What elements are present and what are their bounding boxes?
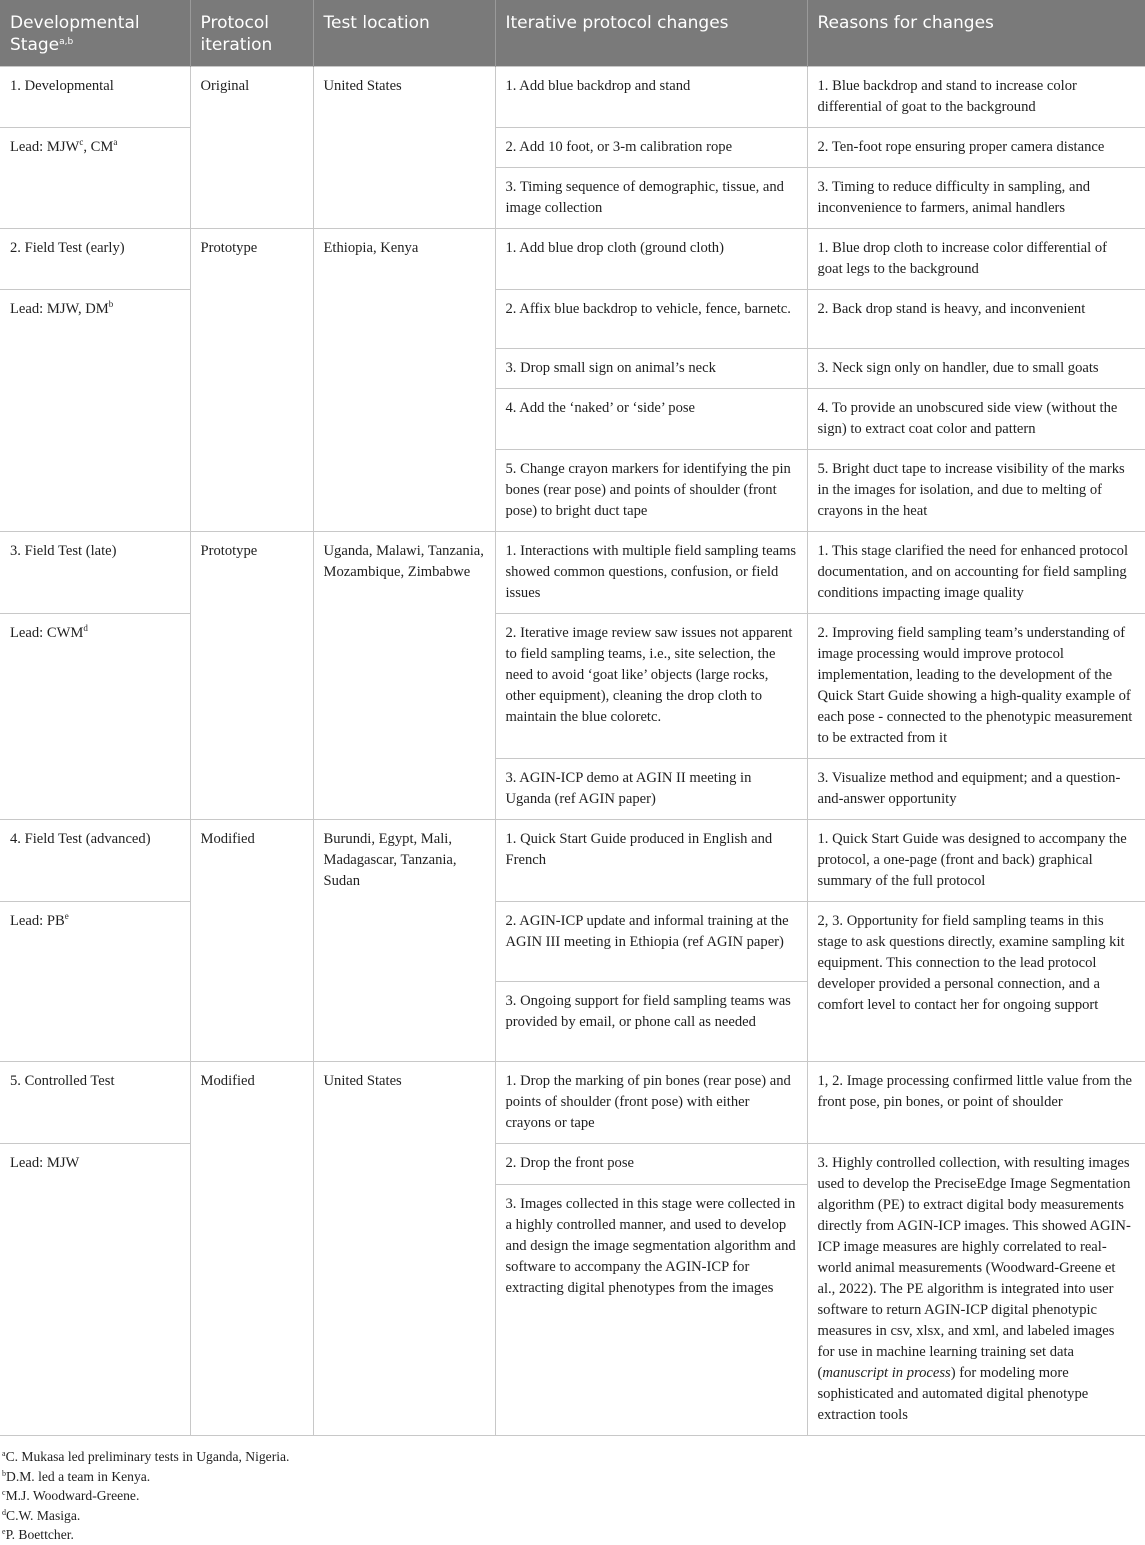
test-location: United States (313, 67, 495, 229)
header-developmental-stage: Developmental Stage$^{a,b}$ (0, 0, 190, 67)
table-row (0, 128, 1145, 168)
change-reason: 1. Blue drop cloth to increase color differential of goat legs to the background (807, 229, 1145, 290)
change-reason: 2. Improving field sampling team’s understanding of image processing would improve protocol implementation, leading to the development of the Quick Start Guide showing a high-quality example of each pose - connected to the phenotypic measurement to be extracted from it (807, 614, 1145, 759)
protocol-change: 3. Drop small sign on animal’s neck (495, 349, 807, 389)
header-row (0, 0, 1145, 67)
header-protocol-changes: Iterative protocol changes (495, 0, 807, 67)
stage-name: 4. Field Test (advanced) (0, 820, 190, 902)
stage-lead: Lead: MJW, $DM^b$ (0, 290, 190, 532)
stage-name: 5. Controlled Test (0, 1062, 190, 1144)
protocol-change: 3. Images collected in this stage were collected in a highly controlled manner, and used to develop and design the image segmentation algorithm and software to accompany the AGIN-ICP for extracting digital phenotypes from the images (495, 1184, 807, 1435)
stage-name: 3. Field Test (late) (0, 532, 190, 614)
change-reason: 1, 2. Image processing confirmed little value from the front pose, pin bones, or point of shoulder (807, 1062, 1145, 1144)
change-reason: 2. Ten-foot rope ensuring proper camera distance (807, 128, 1145, 168)
change-reason: 1. Quick Start Guide was designed to accompany the protocol, a one-page (front and back) graphical summary of the full protocol (807, 820, 1145, 902)
protocol-change: 3. Ongoing support for field sampling teams was provided by email, or phone call as needed (495, 982, 807, 1062)
protocol-iteration: Original (190, 67, 313, 229)
test-location: Burundi, Egypt, Mali, Madagascar, Tanzania, Sudan (313, 820, 495, 1062)
protocol-change: 1. Drop the marking of pin bones (rear pose) and points of shoulder (front pose) with either crayons or tape (495, 1062, 807, 1144)
protocol-iteration: Modified (190, 820, 313, 1062)
change-reason: 5. Bright duct tape to increase visibility of the marks in the images for isolation, and due to melting of crayons in the heat (807, 450, 1145, 532)
table-row (0, 614, 1145, 759)
change-reason: 3. Timing to reduce difficulty in sampling, and inconvenience to farmers, animal handlers (807, 168, 1145, 229)
footnote: $^c$M.J. Woodward-Greene. (2, 1488, 140, 1503)
footnote: $^b$D.M. led a team in Kenya. (2, 1468, 151, 1484)
footnote: $^a$C. Mukasa led preliminary tests in Uganda, Nigeria. (2, 1449, 290, 1464)
stage-lead: Lead: MJW$^c$, $CM^a$ (0, 128, 190, 229)
protocol-iteration: Modified (190, 1062, 313, 1436)
stage-lead: Lead: $PB^e$ (0, 902, 190, 1062)
change-reason: 3. Visualize method and equipment; and a question-and-answer opportunity (807, 759, 1145, 820)
header-reasons: Reasons for changes (807, 0, 1145, 67)
table-row (0, 229, 1145, 290)
protocol-change: 5. Change crayon markers for identifying the pin bones (rear pose) and points of shoulder (front pose) to bright duct tape (495, 450, 807, 532)
change-reason: 4. To provide an unobscured side view (without the sign) to extract coat color and pattern (807, 389, 1145, 450)
header-protocol-iteration: Protocol iteration (190, 0, 313, 67)
header-test-location: Test location (313, 0, 495, 67)
change-reason: 1. Blue backdrop and stand to increase color differential of goat to the background (807, 67, 1145, 128)
test-location: Uganda, Malawi, Tanzania, Mozambique, Zimbabwe (313, 532, 495, 820)
stage-name: 2. Field Test (early) (0, 229, 190, 290)
table-row (0, 290, 1145, 349)
protocol-iteration: Prototype (190, 532, 313, 820)
protocol-change: 1. Add blue backdrop and stand (495, 67, 807, 128)
protocol-change: 1. Quick Start Guide produced in English and French (495, 820, 807, 902)
footnotes (0, 1436, 1145, 1545)
table-row (0, 902, 1145, 982)
protocol-change: 3. AGIN-ICP demo at AGIN II meeting in Uganda (ref AGIN paper) (495, 759, 807, 820)
protocol-change: 1. Interactions with multiple field sampling teams showed common questions, confusion, or field issues (495, 532, 807, 614)
change-reason: 2, 3. Opportunity for field sampling teams in this stage to ask questions directly, examine sampling kit equipment. This connection to the lead protocol developer provided a personal connection, and a comfort level to contact her for ongoing support (807, 902, 1145, 1062)
footnote: $^e$P. Boettcher. (2, 1527, 74, 1542)
stage-lead: Lead: CWM$^d$ (0, 614, 190, 820)
stage-name: 1. Developmental (0, 67, 190, 128)
table-row (0, 67, 1145, 128)
protocol-iteration: Prototype (190, 229, 313, 532)
test-location: United States (313, 1062, 495, 1436)
protocol-change: 4. Add the ‘naked’ or ‘side’ pose (495, 389, 807, 450)
protocol-change: 2. AGIN-ICP update and informal training at the AGIN III meeting in Ethiopia (ref AGIN paper) (495, 902, 807, 982)
table-row (0, 1144, 1145, 1185)
change-reason: 1. This stage clarified the need for enhanced protocol documentation, and on accounting for field sampling conditions impacting image quality (807, 532, 1145, 614)
change-reason: 3. Highly controlled collection, with resulting images used to develop the PreciseEdge Image Segmentation algorithm (PE) to extract digital body measurements directly from AGIN-ICP images. This showed AGIN-ICP image measures are highly correlated to real-world animal measurements (Woodward-Greene et al., 2022). The PE algorithm is integrated into user software to return AGIN-ICP digital phenotypic measures in csv, xlsx, and xml, and labeled images for use in machine learning training set data (manuscript in process) for modeling more sophisticated and automated digital phenotype extraction tools (807, 1144, 1145, 1436)
protocol-change: 2. Affix blue backdrop to vehicle, fence, barnetc. (495, 290, 807, 349)
table-row (0, 1062, 1145, 1144)
protocol-change: 2. Iterative image review saw issues not apparent to field sampling teams, i.e., site selection, the need to avoid ‘goat like’ objects (large rocks, other equipment), cleaning the drop cloth to maintain the blue coloretc. (495, 614, 807, 759)
table-row (0, 532, 1145, 614)
protocol-change: 3. Timing sequence of demographic, tissue, and image collection (495, 168, 807, 229)
stage-lead: Lead: MJW (0, 1144, 190, 1436)
protocol-change: 2. Drop the front pose (495, 1144, 807, 1185)
protocol-change: 2. Add 10 foot, or 3-m calibration rope (495, 128, 807, 168)
change-reason: 2. Back drop stand is heavy, and inconvenient (807, 290, 1145, 349)
protocol-change: 1. Add blue drop cloth (ground cloth) (495, 229, 807, 290)
table-row (0, 820, 1145, 902)
test-location: Ethiopia, Kenya (313, 229, 495, 532)
footnote: $^d$C.W. Masiga. (2, 1507, 81, 1523)
change-reason: 3. Neck sign only on handler, due to small goats (807, 349, 1145, 389)
